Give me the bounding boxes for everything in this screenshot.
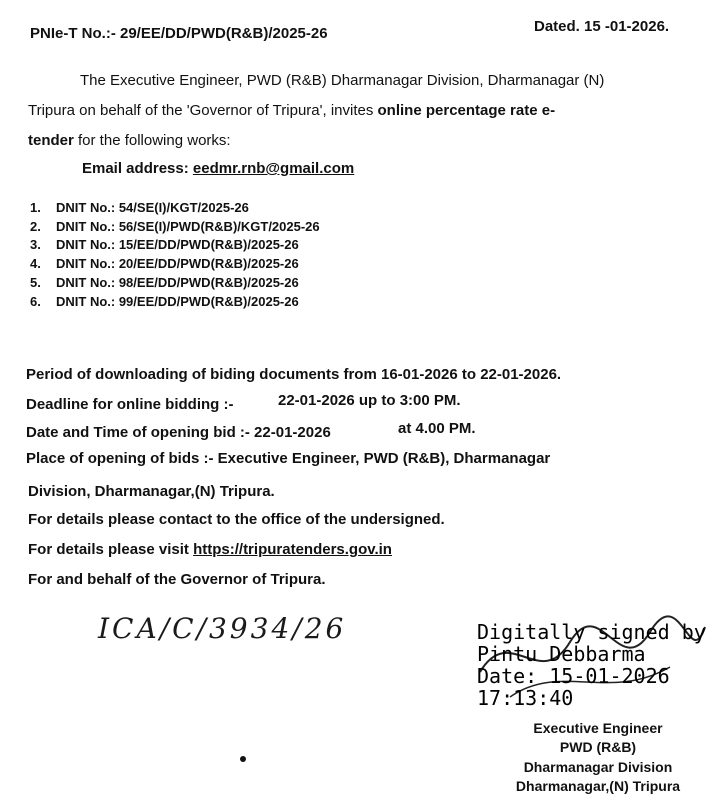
email-address-link[interactable]: eedmr.rnb@gmail.com: [192, 160, 355, 177]
email-line: [82, 160, 354, 177]
contact-line: For details please contact to the office of the undersigned.: [28, 511, 445, 528]
behalf-line: For and behalf of the Governor of Tripura.: [28, 571, 326, 588]
dnit-item-3: [30, 237, 299, 252]
place-line-2: Division, Dharmanagar,(N) Tripura.: [28, 483, 275, 500]
email-label: Email address:: [82, 160, 193, 177]
intro-line-2-text: Tripura on behalf of the 'Governor of Tripura', invites: [28, 102, 378, 119]
dnit-number: 5.: [30, 275, 41, 290]
digital-signature-name: Pintu Debbarma: [477, 642, 646, 666]
download-period: Period of downloading of biding documents from 16-01-2026 to 22-01-2026.: [26, 366, 562, 383]
signatory-location: Dharmanagar,(N) Tripura: [515, 778, 681, 794]
dnit-text: DNIT No.: 98/EE/DD/PWD(R&B)/2025-26: [56, 275, 299, 290]
intro-line-3: [28, 126, 231, 156]
tender-portal-link[interactable]: https://tripuratenders.gov.in: [193, 541, 392, 558]
dnit-text: DNIT No.: 56/SE(I)/PWD(R&B)/KGT/2025-26: [56, 219, 320, 234]
signatory-department: PWD (R&B): [559, 739, 637, 755]
intro-tender-type: online percentage rate e-: [377, 102, 556, 119]
intro-line-1: The Executive Engineer, PWD (R&B) Dharmanagar Division, Dharmanagar (N): [80, 72, 605, 89]
intro-tender-word: tender: [28, 132, 74, 149]
ink-dot: [240, 756, 246, 762]
digital-signature-time: 17:13:40: [477, 686, 574, 710]
signatory-title: Executive Engineer: [533, 720, 663, 736]
dnit-text: DNIT No.: 15/EE/DD/PWD(R&B)/2025-26: [56, 237, 299, 252]
visit-label: For details please visit: [28, 541, 194, 558]
digital-signature-date: Date: 15-01-2026: [477, 664, 670, 688]
pnit-number: PNIe-T No.:- 29/EE/DD/PWD(R&B)/2025-26: [30, 25, 328, 42]
dnit-text: DNIT No.: 54/SE(I)/KGT/2025-26: [56, 200, 249, 215]
dnit-number: 3.: [30, 237, 41, 252]
place-line-1: Place of opening of bids :- Executive Engineer, PWD (R&B), Dharmanagar: [26, 450, 551, 467]
deadline-label: Deadline for online bidding :-: [26, 396, 234, 413]
opening-date-label: Date and Time of opening bid :- 22-01-2026: [26, 424, 331, 441]
handwritten-reference: ICA/C/3934/26: [98, 612, 347, 645]
digital-signature-line-1: Digitally signed by: [477, 620, 706, 644]
dnit-number: 2.: [30, 219, 41, 234]
dnit-item-6: [30, 294, 299, 309]
dnit-number: 6.: [30, 294, 41, 309]
dnit-text: DNIT No.: 20/EE/DD/PWD(R&B)/2025-26: [56, 256, 299, 271]
dnit-number: 4.: [30, 256, 41, 271]
dnit-item-5: [30, 275, 299, 290]
dnit-item-2: [30, 219, 320, 234]
signatory-division: Dharmanagar Division: [523, 759, 673, 775]
notice-date: Dated. 15 -01-2026.: [534, 18, 670, 35]
dnit-item-4: [30, 256, 299, 271]
dnit-text: DNIT No.: 99/EE/DD/PWD(R&B)/2025-26: [56, 294, 299, 309]
deadline-value: 22-01-2026 up to 3:00 PM.: [278, 392, 461, 409]
visit-line: [28, 541, 392, 558]
intro-line-3-text: for the following works:: [73, 132, 231, 149]
dnit-item-1: [30, 200, 249, 215]
opening-time: at 4.00 PM.: [398, 420, 476, 437]
dnit-number: 1.: [30, 200, 41, 215]
intro-line-2: [28, 96, 555, 126]
